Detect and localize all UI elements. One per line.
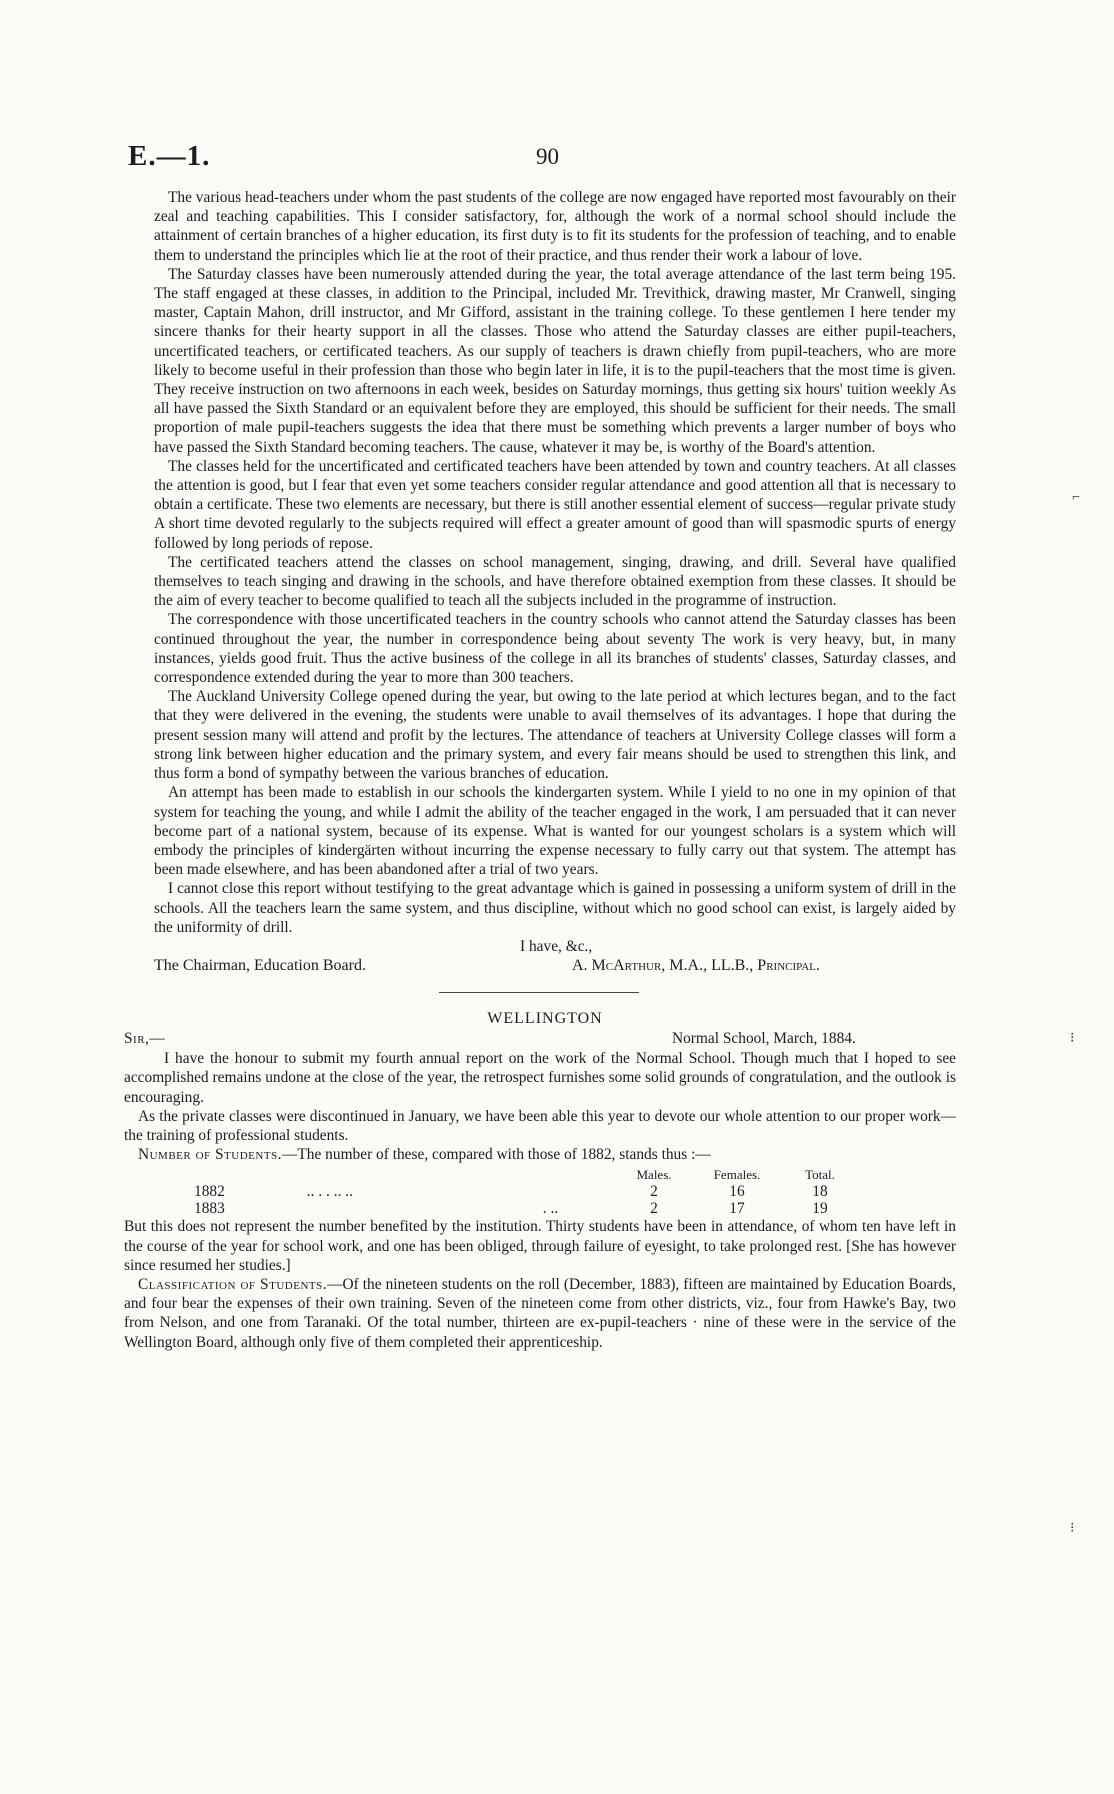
- closing-line: [154, 937, 956, 956]
- students-text: —The number of these, compared with those of 1882, stands thus :—: [282, 1146, 711, 1164]
- margin-mark: ⁝: [1070, 1031, 1075, 1046]
- row-year: 1882: [194, 1183, 225, 1201]
- paragraph: As the private classes were discontinued in January, we have been able this year to devote our whole attention to our proper work—the training of professional students.: [124, 1107, 956, 1144]
- column-header: Males.: [636, 1167, 672, 1183]
- students-paragraph: [124, 1145, 956, 1164]
- margin-mark: ⁝: [1070, 1521, 1075, 1536]
- table-row: [194, 1200, 860, 1217]
- classification-text: —Of the nineteen students on the roll (December, 1883), fifteen are maintained by Education Boards, and four bear the expenses of their own training. Seven of the nineteen come from other districts, viz., four from Hawke's Bay, two from Nelson, and one from Taranaki. Of the total number, thirteen are ex-pupil-teachers · nine of these were in the service of the Wellington Board, although only five of them completed their apprenticeship.: [124, 1275, 956, 1351]
- section-divider: [439, 992, 639, 993]
- students-table: [194, 1166, 860, 1217]
- paragraph: But this does not represent the number benefited by the institution. Thirty students have been in attendance, of whom ten have left in the course of the year for school work, and one has been obliged, through failure of eyesight, to take prolonged rest. [She has however since resumed her studies.]: [124, 1218, 956, 1274]
- column-header: Total.: [805, 1167, 835, 1183]
- paragraph: The Saturday classes have been numerously attended during the year, the total average attendance of the last term being 195. The staff engaged at these classes, in addition to the Principal, included Mr. Trevithick, drawing master, Mr Cranwell, singing master, Captain Mahon, drill instructor, and Mr Gifford, assistant in the training college. To these gentlemen I here tender my sincere thanks for their hearty support in all the classes. Those who attend the Saturday classes are either pupil-teachers, uncertificated teachers, or certificated teachers. As our supply of teachers is drawn chiefly from pupil-teachers, who are more likely to become useful in their profession than those who begin later in life, it is to the pupil-teachers that the most time is given. They receive instruction on two afternoons in each week, besides on Saturday mornings, thus getting six hours' tuition weekly As all have passed the Sixth Standard or an equivalent before they are employed, this should be sufficient for their needs. The small proportion of male pupil-teachers suggests the idea that there must be something which prevents a larger number of boys who have passed the Sixth Standard becoming teachers. The cause, whatever it may be, is worthy of the Board's attention.: [154, 265, 956, 456]
- margin-mark: ⌐: [1072, 490, 1080, 505]
- paragraph: The classes held for the uncertificated and certificated teachers have been attended by town and country teachers. At all classes the attention is good, but I fear that even yet some teachers consider regular attendance and good attention all that is necessary to obtain a certificate. These two elements are necessary, but there is still another essential element of success—regular private study A short time devoted regularly to the subjects required will effect a greater amount of good than will spasmodic spurts of energy followed by long periods of repose.: [154, 457, 956, 552]
- addressee: The Chairman, Education Board.: [154, 957, 366, 975]
- paragraph: The various head-teachers under whom the past students of the college are now engaged have reported most favourably on their zeal and teaching capabilities. This I consider satisfactory, for, although the work of a normal school should include the attainment of certain branches of a higher education, its first duty is to fit its students for the profession of teaching, and to enable them to understand the principles which lie at the root of their practice, and thus render their work a labour of love.: [154, 189, 956, 264]
- signature-row: [154, 956, 956, 978]
- page-number: 90: [536, 144, 559, 169]
- paragraph: I have the honour to submit my fourth annual report on the work of the Normal School. Though much that I hoped to see accomplished remains undone at the close of the year, the retrospect furnishes some solid grounds of congratulation, and the outlook is encouraging.: [124, 1050, 956, 1106]
- table-header-row: [194, 1166, 860, 1183]
- paragraph: An attempt has been made to establish in our schools the kindergarten system. While I yield to no one in my opinion of that system for teaching the young, and while I admit the ability of the teacher engaged in the work, I am persuaded that it can never become part of a national system, because of its expense. What is wanted for our youngest scholars is a system which will embody the principles of kindergärten without incurring the expense necessary to fully carry out that system. The attempt has been made elsewhere, and has been abandoned after a trial of two years.: [154, 784, 956, 879]
- cell-total: 19: [812, 1200, 828, 1218]
- cell-males: 2: [650, 1183, 658, 1201]
- classification-heading: Classification of Students.: [138, 1275, 328, 1293]
- row-leaders: . ..: [542, 1200, 559, 1218]
- salutation: Sir,—: [124, 1030, 166, 1048]
- salutation-row: [124, 1029, 956, 1049]
- paragraph: The certificated teachers attend the classes on school management, singing, drawing, and drill. Several have qualified themselves to teach singing and drawing in the schools, and have therefore obtained exemption from these classes. It should be the aim of every teacher to become qualified to teach all the subjects included in the programme of instruction.: [154, 553, 956, 610]
- signature: A. McArthur, M.A., LL.B., Principal.: [572, 957, 820, 975]
- cell-males: 2: [650, 1200, 658, 1218]
- cell-females: 17: [729, 1200, 745, 1218]
- column-header: Females.: [713, 1167, 761, 1183]
- place-date: Normal School, March, 1884.: [672, 1030, 856, 1048]
- paragraph: The Auckland University College opened during the year, but owing to the late period at which lectures began, and to the fact that they were delivered in the evening, the students were unable to avail themselves of its advantages. I hope that during the present session many will attend and profit by the lectures. The attendance of teachers at University College classes will form a strong link between higher education and the primary system, and every fair means should be used to strengthen this link, and thus form a bond of sympathy between the various branches of education.: [154, 688, 956, 783]
- closing-text: I have, &c.,: [520, 937, 593, 955]
- row-year: 1883: [194, 1200, 225, 1218]
- section-title: WELLINGTON: [487, 1010, 603, 1028]
- classification-paragraph: [124, 1275, 956, 1352]
- paragraph: The correspondence with those uncertificated teachers in the country schools who cannot attend the Saturday classes has been continued throughout the year, the number in correspondence being about seventy The work is very heavy, but, in many instances, yields good fruit. Thus the active business of the college in all its branches of students' classes, Saturday classes, and correspondence extended during the year to more than 300 teachers.: [154, 611, 956, 687]
- paragraph: I cannot close this report without testifying to the great advantage which is gained in possessing a uniform system of drill in the schools. All the teachers learn the same system, and thus discipline, without which no good school can exist, is largely aided by the uniformity of drill.: [154, 880, 956, 936]
- document-body: [124, 188, 956, 1352]
- parliamentary-paper-code: E.—1.: [128, 140, 211, 172]
- table-row: [194, 1183, 860, 1200]
- page-header: [128, 140, 986, 180]
- students-heading: Number of Students.: [138, 1146, 283, 1164]
- cell-females: 16: [729, 1183, 745, 1201]
- row-leaders: .. . . .. ..: [306, 1183, 353, 1201]
- cell-total: 18: [812, 1183, 828, 1201]
